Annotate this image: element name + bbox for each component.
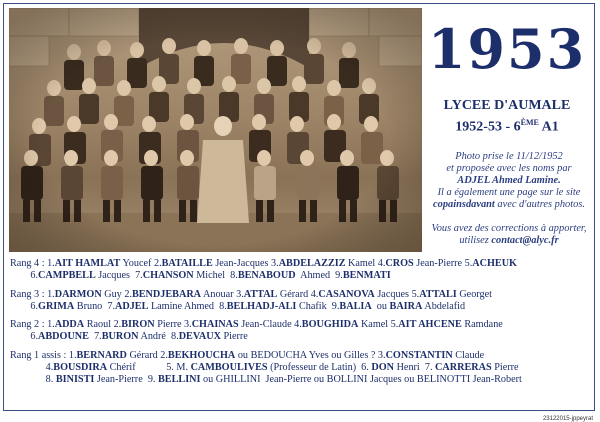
school-heading <box>426 97 588 136</box>
info-line: et proposée avec les noms par <box>446 163 572 174</box>
info-line: Vous avez des corrections à apporter, <box>431 223 587 234</box>
year-title: 1953 <box>427 17 587 81</box>
rang1-line1: Rang 1 assis : 1.BERNARD Gérard 2.BEKHOUCHA ou BEDOUCHA Yves ou Gilles ? 3.CONSTANTIN Claude <box>10 349 485 361</box>
rang1-line3: 8. BINISTI Jean-Pierre 9. BELLINI ou GHILLINI Jean-Pierre ou BOLLINI Jacques ou BELINOTTI Jean-Robert <box>10 374 522 386</box>
credit-text: 23122015-jppeyrat <box>542 416 593 422</box>
rang1-line2: 4.BOUSDIRA Chérif 5. M. CAMBOULIVES (Professeur de Latin) 6. DON Henri 7. CARRERAS Pierre <box>10 362 519 374</box>
info-line: Photo prise le 11/12/1952 <box>455 151 563 162</box>
rang4-line2: 6.CAMPBELL Jacques 7.CHANSON Michel 8.BENABOUD Ahmed 9.BENMATI <box>10 270 391 282</box>
rang4-line1: Rang 4 : 1.AIT HAMLAT Youcef 2.BATAILLE Jean-Jacques 3.ABDELAZZIZ Kamel 4.CROS Jean-Pierre 5.ACHEUK <box>10 258 517 269</box>
rang3-line2: 6.GRIMA Bruno 7.ADJEL Lamine Ahmed 8.BELHADJ-ALI Chafik 9.BALIA ou BAIRA Abdelafid <box>10 300 466 312</box>
info-line: utilisez contact@alyc.fr <box>459 235 559 246</box>
contact-email-link[interactable]: contact@alyc.fr <box>491 235 559 246</box>
school-name: LYCEE D'AUMALE <box>443 98 571 113</box>
info-line: Il a également une page sur le site <box>437 187 581 198</box>
info-line: copainsdavant avec d'autres photos. <box>433 199 585 210</box>
names-list <box>10 258 594 387</box>
site-link[interactable]: copainsdavant <box>433 199 495 210</box>
class-photo-image <box>9 8 422 252</box>
photo-info <box>426 151 592 247</box>
info-contributor: ADJEL Ahmed Lamine. <box>457 175 561 186</box>
class-label: 1952-53 - 6ÈME A1 <box>455 118 559 135</box>
rang2-line1: Rang 2 : 1.ADDA Raoul 2.BIRON Pierre 3.CHAINAS Jean-Claude 4.BOUGHIDA Kamel 5.AIT AHCENE Ramdane <box>10 319 503 331</box>
class-photo <box>9 8 422 252</box>
rang2-line2: 6.ABDOUNE 7.BURON André 8.DEVAUX Pierre <box>10 331 248 343</box>
rang3-line1: Rang 3 : 1.DARMON Guy 2.BENDJEBARA Anouar 3.ATTAL Gérard 4.CASANOVA Jacques 5.ATTALI Georget <box>10 288 492 300</box>
